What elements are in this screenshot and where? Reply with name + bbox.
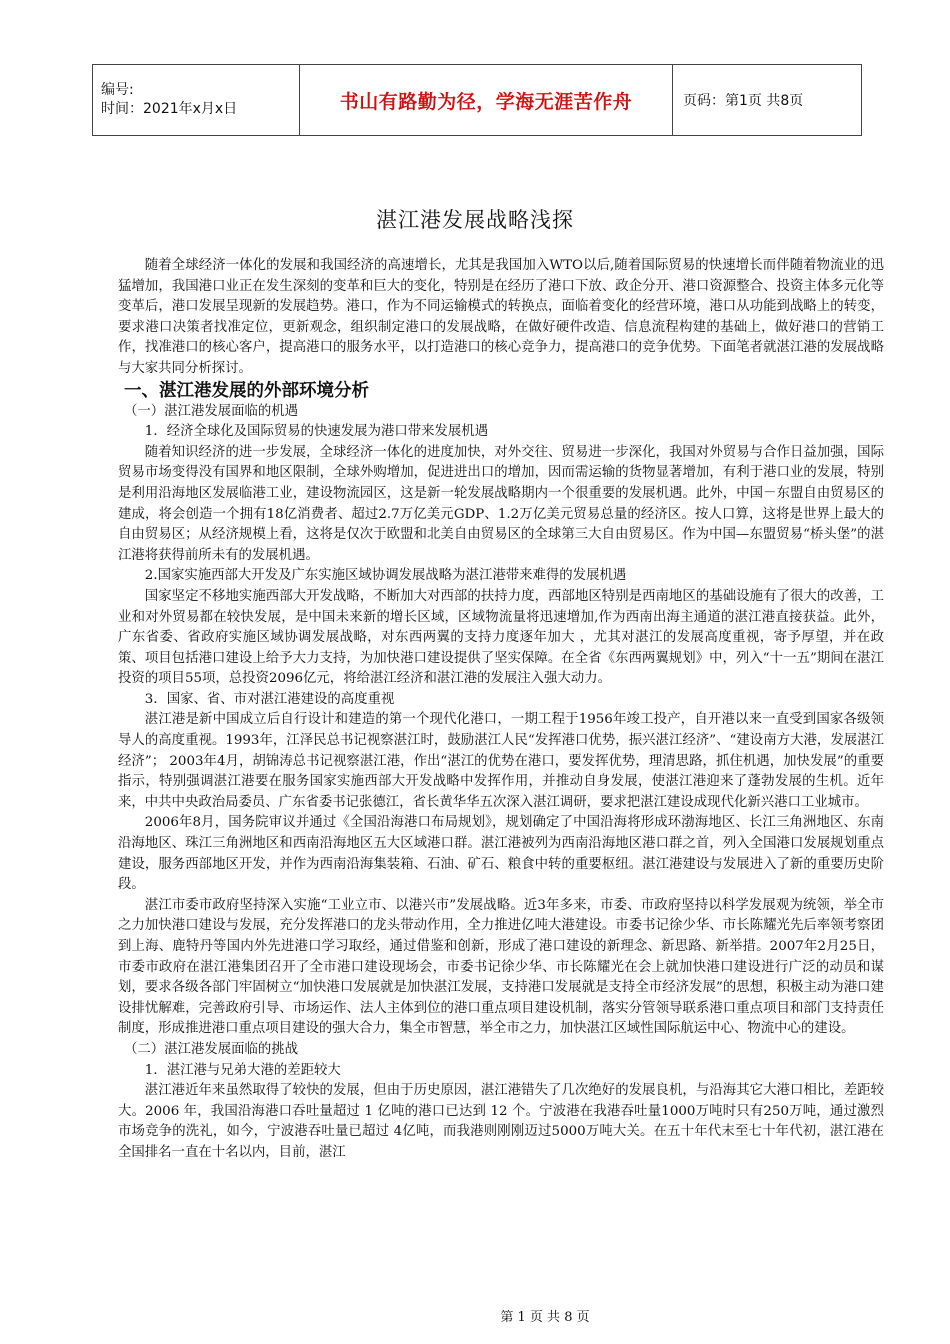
item-title: 1．经济全球化及国际贸易的快速发展为港口带来发展机遇 xyxy=(144,424,489,440)
header-meta-cell xyxy=(93,65,300,136)
intro-paragraph: 随着全球经济一体化的发展和我国经济的高速增长，尤其是我国加入WTO以后,随着国际贸易的快速增长而伴随着物流业的迅猛增加，我国港口业正在发生深刻的变革和巨大的变化，特别是在经历了港口下放、政企分开、港口资源整合、投资主体多元化等变革后，港口发展呈现新的发展趋势。港口，作为不同运输模式的转换点，面临着变化的经营环境，港口从功能到战略上的转变，要求港口决策者找准定位，更新观念，组织制定港口的发展战略，在做好硬件改造、信息流程构建的基础上，做好港口的营销工作，找准港口的核心客户，提高港口的服务水平，以打造港口的核心竞争力，提高港口的竞争优势。下面笔者就湛江港的发展战略与大家共同分析探讨。 xyxy=(118,258,884,376)
document-time-label: 时间：2021年x月x日 xyxy=(101,101,238,117)
subsection-heading-opportunities: （一）湛江港发展面临的机遇 xyxy=(124,403,299,419)
document-body xyxy=(118,256,884,1164)
header-motto: 书山有路勤为径，学海无涯苦作舟 xyxy=(300,65,673,136)
item-title: 3．国家、省、市对湛江港建设的高度重视 xyxy=(144,691,395,707)
header-table xyxy=(92,64,862,136)
item-title: 1．湛江港与兄弟大港的差距较大 xyxy=(144,1062,341,1078)
page-footer: 第 1 页 共 8 页 xyxy=(500,1310,590,1325)
body-paragraph: 湛江市委市政府坚持深入实施“工业立市、以港兴市”发展战略。近3年多来，市委、市政府坚持以科学发展观为统领，举全市之力加快港口建设与发展，充分发挥港口的龙头带动作用，全力推进亿吨大港建设。市委书记徐少华、市长陈耀光先后率领考察团到上海、鹿特丹等国内外先进港口学习取经，通过借鉴和创新，形成了港口建设的新理念、新思路、新举措。2007年2月25日，市委市政府在湛江港集团召开了全市港口建设现场会，市委书记徐少华、市长陈耀光在会上就加快港口建设进行广泛的动员和谋划，要求各级各部门牢固树立“加快港口发展就是加快湛江发展，支持港口发展就是支持全市经济发展”的思想，积极主动为港口建设排忧解难，完善政府引导、市场运作、法人主体到位的港口重点项目建设机制，落实分管领导联系港口重点项目和部门支持责任制度，形成推进港口重点项目建设的强大合力，集全市智慧，举全市之力，加快湛江区域性国际航运中心、物流中心的建设。 xyxy=(118,897,884,1037)
document-title: 湛江港发展战略浅探 xyxy=(376,208,574,232)
body-paragraph: 国家坚定不移地实施西部大开发战略，不断加大对西部的扶持力度，西部地区特别是西南地区的基础设施有了很大的改善，工业和对外贸易都在较快发展，是中国未来新的增长区域，区域物流量将迅速增加,作为西南出海主通道的湛江港直接获益。此外， 广东省委、省政府实施区域协调发展战略，对东西两翼的支持力度逐年加大 ，尤其对湛江的发展高度重视，寄予厚望，并在政策、项目包括港口建设上给予大力支持，为加快港口建设提供了坚实保障。在全省《东西两翼规划》中，列入“十一五”期间在湛江投资的项目55项，总投资2096亿元，将给湛江经济和湛江港的发展注入强大动力。 xyxy=(118,588,884,687)
header-page-info: 页码：第1页 共8页 xyxy=(673,65,862,136)
item-title: 2.国家实施西部大开发及广东实施区域协调发展战略为湛江港带来难得的发展机遇 xyxy=(144,568,627,584)
body-paragraph: 2006年8月，国务院审议并通过《全国沿海港口布局规划》，规划确定了中国沿海将形成环渤海地区、长江三角洲地区、东南沿海地区、珠江三角洲地区和西南沿海地区五大区域港口群。湛江港被列为西南沿海地区港口群之首，列入全国港口发展规划重点建设，服务西部地区开发，并作为西南沿海集装箱、石油、矿石、粮食中转的重要枢纽。湛江港建设与发展进入了新的重要历史阶段。 xyxy=(118,815,884,893)
subsection-heading-challenges: （二）湛江港发展面临的挑战 xyxy=(124,1041,299,1057)
body-paragraph: 湛江港近年来虽然取得了较快的发展，但由于历史原因，湛江港错失了几次绝好的发展良机，与沿海其它大港口相比，差距较大。2006 年，我国沿海港口吞吐量超过 1 亿吨的港口已达到 12 个。宁波港在我港吞吐量1000万吨时只有250万吨，通过激烈市场竞争的洗礼，如今，宁波港吞吐量已超过 4亿吨，而我港则刚刚迈过5000万吨大关。在五十年代末至七十年代初，湛江港在全国排名一直在十名以内，目前，湛江 xyxy=(118,1083,884,1160)
body-paragraph: 随着知识经济的进一步发展，全球经济一体化的进度加快，对外交往、贸易进一步深化，我国对外贸易与合作日益加强，国际贸易市场变得没有国界和地区限制，全球外购增加，促进进出口的增加，因而需运输的货物显著增加，有利于港口业的发展，特别是利用沿海地区发展临港工业，建设物流园区，这是新一轮发展战略期内一个很重要的发展机遇。此外，中国－东盟自由贸易区的建成，将会创造一个拥有18亿消费者、超过2.7万亿美元GDP、1.2万亿美元贸易总量的经济区。按人口算，这将是世界上最大的自由贸易区；从经济规模上看，这将是仅次于欧盟和北美自由贸易区的全球第三大自由贸易区。作为中国—东盟贸易“桥头堡”的湛江港将获得前所未有的发展机遇。 xyxy=(118,444,884,563)
body-paragraph: 湛江港是新中国成立后自行设计和建造的第一个现代化港口，一期工程于1956年竣工投产，自开港以来一直受到国家各级领导人的高度重视。1993年，江泽民总书记视察湛江时，鼓励湛江人民“发挥港口优势，振兴湛江经济”、“建设南方大港，发展湛江经济”； 2003年4月，胡锦涛总书记视察湛江港，作出“湛江的优势在港口，要发挥优势，理清思路，抓住机遇，加快发展”的重要指示，特别强调湛江港要在服务国家实施西部大开发战略中发挥作用，并推动自身发展，使湛江港迎来了蓬勃发展的生机。近年来，中共中央政治局委员、广东省委书记张德江，省长黄华华五次深入湛江调研，要求把湛江建设成现代化新兴港口工业城市。 xyxy=(118,712,884,810)
document-number-label: 编号: xyxy=(101,82,134,98)
section-heading: 一、湛江港发展的外部环境分析 xyxy=(124,380,369,401)
